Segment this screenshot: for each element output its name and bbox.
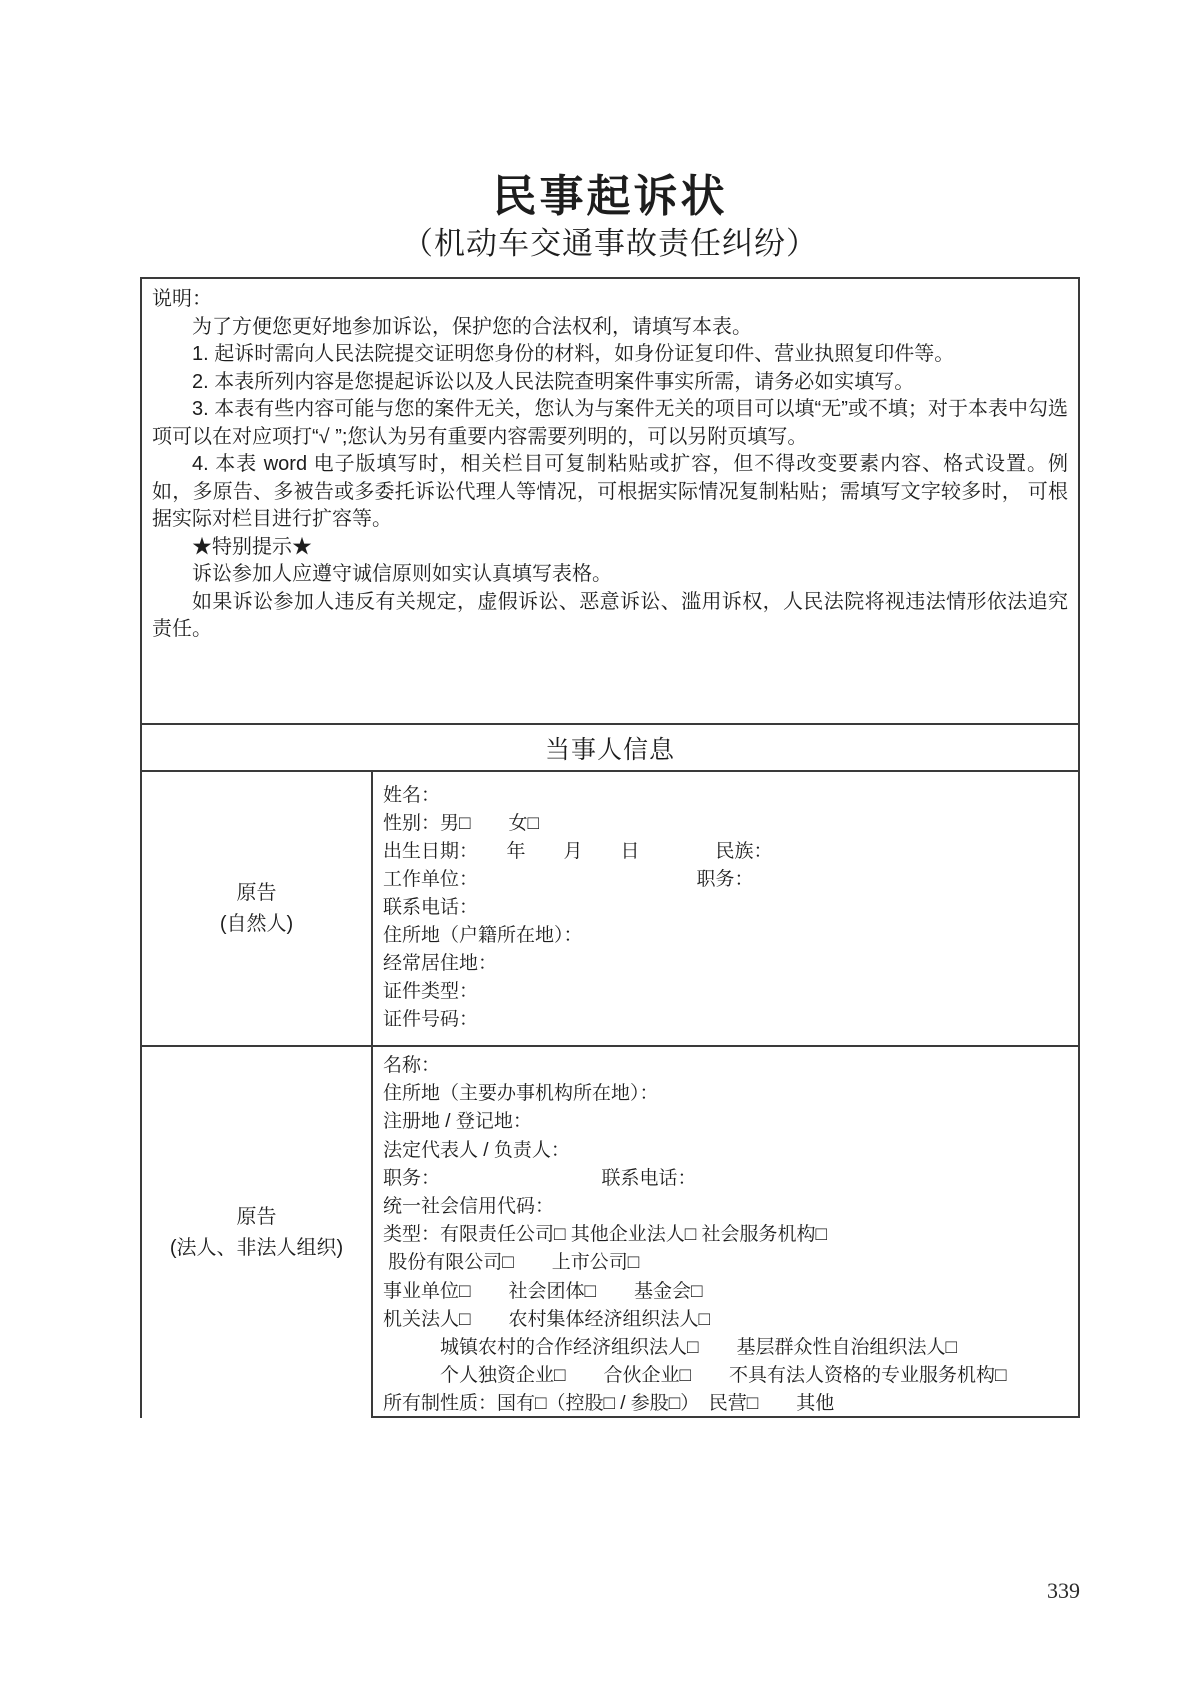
instruction-paragraph: 为了方便您更好地参加诉讼，保护您的合法权利，请填写本表。 [192,315,752,338]
field-line-employer-position: 工作单位： 职务： [383,869,754,890]
instruction-paragraph: 3. 本表有些内容可能与您的案件无关，您认为与案件无关的项目可以填“无”或不填；对于本表中勾选项可以在对应项打“√ ”;您认为另有重要内容需要列明的，可以另附页填写。 [152,398,1068,448]
field-line-org-registered-address: 注册地 / 登记地： [383,1111,532,1133]
instruction-paragraph: 1. 起诉时需向人民法院提交证明您身份的材料，如身份证复印件、营业执照复印件等。 [192,343,955,365]
page-number: 339 [1047,1578,1080,1603]
row-label-line: 原告 [236,881,277,904]
instruction-paragraph: 如果诉讼参加人违反有关规定，虚假诉讼、恶意诉讼、滥用诉权，人民法院将视违法情形依法追究责任。 [152,590,1068,640]
special-note-title: ★特别提示★ [192,535,312,558]
plaintiff-natural-person-row [142,770,1078,1045]
field-line-org-type-5: 城镇农村的合作经济组织法人□ 基层群众性自治组织法人□ [383,1337,957,1359]
field-line-org-type-6: 个人独资企业□ 合伙企业□ 不具有法人资格的专业服务机构□ [383,1365,1007,1387]
row-label-plaintiff-organization [142,1047,373,1418]
field-line-name: 姓名： [383,785,441,806]
field-line-gender: 性别：男□ 女□ [383,813,539,834]
field-line-credit-code: 统一社会信用代码： [383,1196,555,1218]
page-subtitle: （机动车交通事故责任纠纷） [402,226,818,261]
instruction-paragraph: 诉讼参加人应遵守诚信原则如实认真填写表格。 [192,563,612,585]
page-title: 民事起诉状 [492,172,728,221]
field-line-ownership: 所有制性质：国有□（控股□ / 参股□） 民营□ 其他 [383,1393,835,1415]
instruction-paragraph: 2. 本表所列内容是您提起诉讼以及人民法院查明案件事实所需，请务必如实填写。 [192,370,915,393]
row-label-line: (法人、非法人组织) [169,1236,344,1259]
field-line-legal-representative: 法定代表人 / 负责人： [383,1139,570,1161]
field-line-id-type: 证件类型： [383,981,479,1002]
plaintiff-organization-fields [373,1047,1078,1418]
complaint-form-table [140,277,1080,1418]
section-header-party-info: 当事人信息 [142,723,1078,770]
plaintiff-natural-fields [373,772,1078,1045]
field-line-org-type-1: 类型：有限责任公司□ 其他企业法人□ 社会服务机构□ [383,1224,827,1246]
field-line-org-type-3: 事业单位□ 社会团体□ 基金会□ [383,1280,703,1302]
field-line-position-phone: 职务： 联系电话： [383,1167,697,1189]
field-line-org-domicile: 住所地（主要办事机构所在地）： [383,1083,659,1105]
field-line-habitual-residence: 经常居住地： [383,953,498,974]
field-line-org-type-4: 机关法人□ 农村集体经济组织法人□ [383,1308,710,1330]
field-line-phone: 联系电话： [383,897,479,918]
row-label-line: (自然人) [219,912,294,935]
instruction-paragraph: 4. 本表 word 电子版填写时，相关栏目可复制粘贴或扩容，但不得改变要素内容、格式设置。例 如，多原告、多被告或多委托诉讼代理人等情况，可根据实际情况复制粘贴；需填写文字较多时， 可根据实际对栏目进行扩容等。 [152,453,1068,530]
plaintiff-organization-row [142,1045,1078,1418]
field-line-id-number: 证件号码： [383,1009,479,1030]
row-label-plaintiff-natural [142,772,373,1045]
field-line-org-type-2: 股份有限公司□ 上市公司□ [383,1252,640,1274]
field-line-birthdate-ethnicity: 出生日期： 年 月 日 民族： [383,841,773,862]
row-label-line: 原告 [236,1205,277,1228]
instructions-box [142,279,1078,723]
instructions-label: 说明： [152,288,212,310]
field-line-domicile: 住所地（户籍所在地）： [383,925,583,946]
field-line-org-name: 名称： [383,1055,441,1076]
